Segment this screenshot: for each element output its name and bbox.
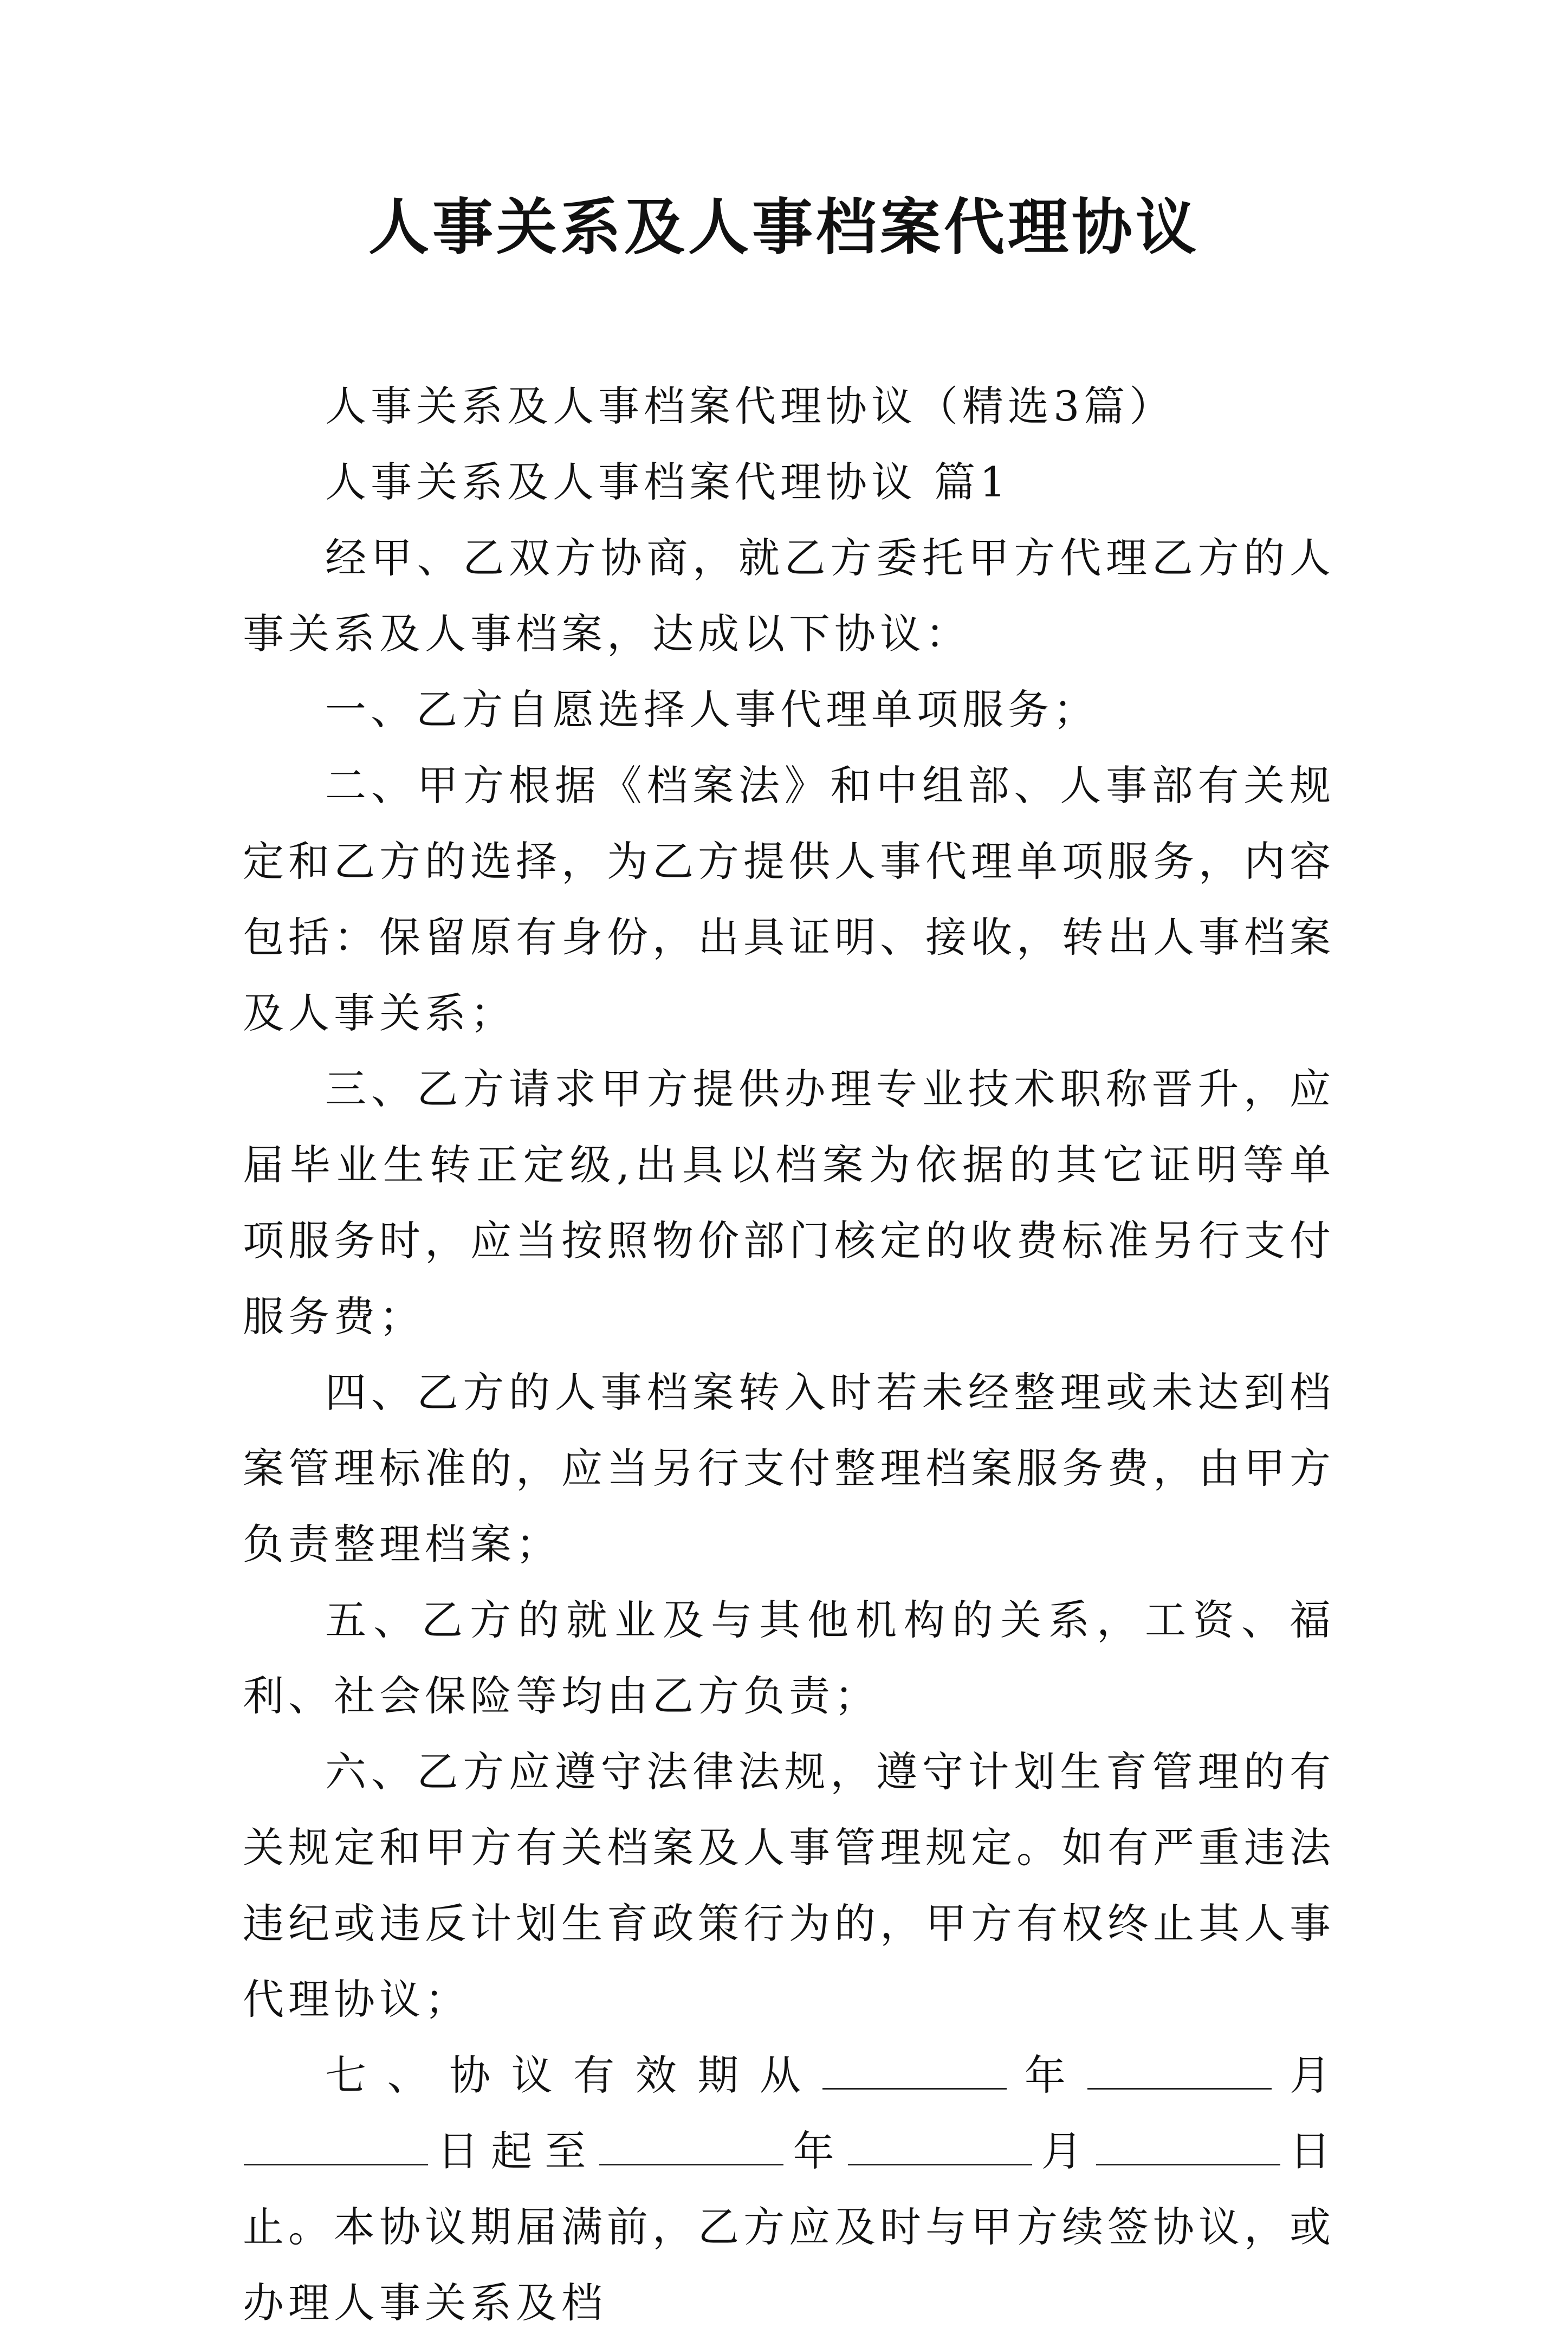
clause-2: 二、甲方根据《档案法》和中组部、人事部有关规定和乙方的选择，为乙方提供人事代理单项服务，内容包括：保留原有身份，出具证明、接收，转出人事档案及人事关系； — [243, 761, 1335, 1037]
document-body — [243, 368, 1335, 2341]
clause-7-month-1: 月 — [1273, 2051, 1336, 2099]
clause-7-day-from: 日起至 — [429, 2127, 599, 2175]
clause-4: 四、乙方的人事档案转入时若未经整理或未达到档案管理标准的，应当另行支付整理档案服务费，由甲方负责整理档案； — [243, 1368, 1335, 1568]
blank-start-month — [1087, 2047, 1272, 2090]
clause-7-year-1: 年 — [1008, 2051, 1087, 2099]
blank-start-day — [244, 2123, 428, 2165]
clause-7-suffix: 日止。本协议期届满前，乙方应及时与甲方续签协议，或办理人事关系及档 — [243, 2127, 1336, 2327]
blank-end-month — [848, 2123, 1032, 2165]
clause-7-year-2: 年 — [785, 2127, 847, 2175]
clause-3: 三、乙方请求甲方提供办理专业技术职称晋升，应届毕业生转正定级,出具以档案为依据的其它证明等单项服务时，应当按照物价部门核定的收费标准另行支付服务费； — [243, 1065, 1335, 1341]
document-title: 人事关系及人事档案代理协议 — [368, 192, 1200, 263]
clause-7-prefix: 七、协议有效期从 — [325, 2051, 822, 2099]
clause-7 — [243, 2038, 1335, 2341]
blank-start-year — [822, 2047, 1007, 2090]
intro-paragraph: 经甲、乙双方协商，就乙方委托甲方代理乙方的人事关系及人事档案，达成以下协议： — [243, 534, 1335, 658]
clause-6: 六、乙方应遵守法律法规，遵守计划生育管理的有关规定和甲方有关档案及人事管理规定。如有严重违法违纪或违反计划生育政策行为的，甲方有权终止其人事代理协议； — [243, 1748, 1335, 2023]
clause-5: 五、乙方的就业及与其他机构的关系，工资、福利、社会保险等均由乙方负责； — [243, 1596, 1335, 1720]
document-subtitle: 人事关系及人事档案代理协议（精选3篇） — [325, 382, 1175, 430]
clause-7-month-2: 月 — [1033, 2127, 1095, 2175]
blank-end-day — [1096, 2123, 1280, 2165]
clause-1: 一、乙方自愿选择人事代理单项服务； — [325, 686, 1099, 734]
blank-end-year — [599, 2123, 783, 2165]
section-heading: 人事关系及人事档案代理协议 篇1 — [325, 458, 1010, 506]
